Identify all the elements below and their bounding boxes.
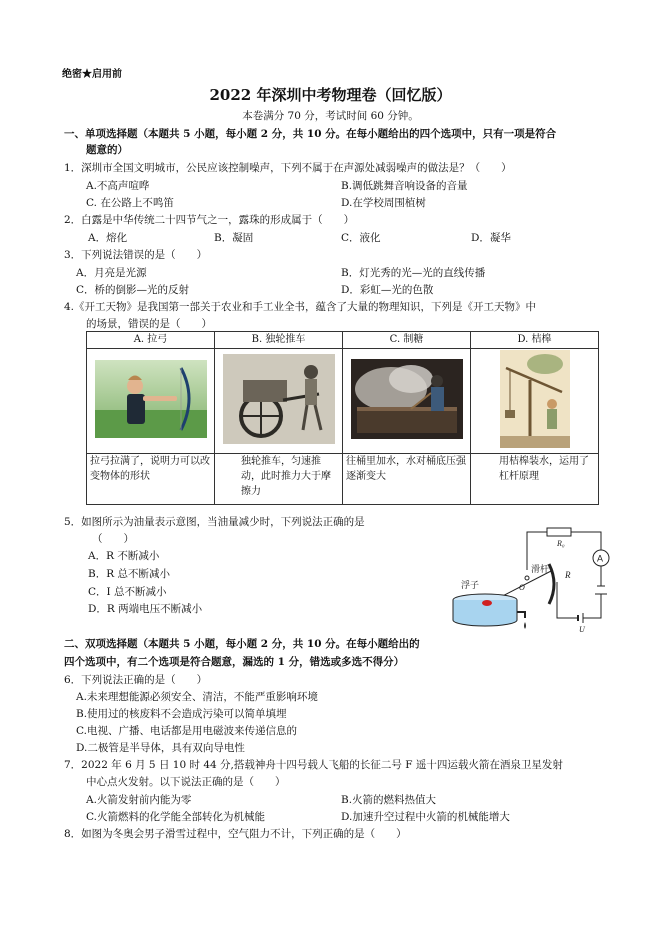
q4-header-c: C. 制糖: [343, 332, 471, 349]
q3-option-a: A．月亮是光源: [76, 267, 147, 279]
page-title: 2022 年深圳中考物理卷（回忆版）: [209, 86, 452, 104]
q7-option-a: A.火箭发射前内能为零: [86, 794, 192, 806]
q4-stem-line2: 的场景，错误的是（ ）: [86, 318, 212, 330]
section1-heading-line2: 题意的）: [86, 144, 128, 156]
r0-label: R₀: [557, 539, 565, 548]
archer-photo-icon: [95, 360, 207, 438]
q3-option-d: D．彩虹—光的色散: [341, 284, 434, 296]
q4-header-b: B. 独轮推车: [215, 332, 343, 349]
section1-heading-line1: 一、单项选择题（本题共 5 小题，每小题 2 分，共 10 分。在每小题给出的四个选项中，只有一项是符合: [64, 128, 557, 140]
q3-option-c: C．桥的倒影—光的反射: [76, 284, 190, 296]
page-subtitle: 本卷满分 70 分，考试时间 60 分钟。: [242, 110, 419, 122]
q2-option-a: A．熔化: [88, 232, 128, 244]
q4-caption-c: 往桶里加水，水对桶底压强逐渐变大: [343, 454, 471, 505]
q4-caption-d: 用桔槔装水，运用了杠杆原理: [471, 454, 599, 505]
q1-option-b: B.调低跳舞音响设备的音量: [341, 180, 468, 192]
q5-paren: （ ）: [92, 533, 134, 545]
q5-option-b: B．R 总不断减小: [88, 568, 170, 580]
q4-header-d: D. 桔槔: [471, 332, 599, 349]
q3-option-b: B．灯光秀的光—光的直线传播: [341, 267, 486, 279]
q6-option-b: B.使用过的核废料不会造成污染可以简单填埋: [76, 708, 287, 720]
q4-header-a: A. 拉弓: [87, 332, 215, 349]
q1-stem: 1．深圳市全国文明城市，公民应该控制噪声，下列不属于在声源处减弱噪声的做法是？（ ）: [64, 162, 512, 174]
float-icon: [482, 600, 492, 606]
q7-option-d: D.加速升空过程中火箭的机械能增大: [341, 811, 510, 823]
q4-table: [86, 331, 599, 505]
oil-gauge-circuit-diagram: [445, 524, 615, 636]
q4-image-c: [343, 349, 471, 454]
q5-option-c: C．I 总不断减小: [88, 586, 167, 598]
q1-option-a: A.不高声喧哗: [86, 180, 150, 192]
u-label: U: [579, 625, 585, 634]
sugar-making-photo-icon: [351, 359, 463, 439]
q4-caption-b: 独轮推车，匀速推动，此时推力大于摩擦力: [215, 454, 343, 505]
q7-stem-line2: 中心点火发射。以下说法正确的是（ ）: [86, 776, 286, 788]
q1-option-c: C. 在公路上不鸣笛: [86, 197, 174, 209]
pivot-label: O: [519, 583, 525, 592]
q6-option-a: A.未来理想能源必须安全、清洁，不能严重影响环境: [76, 691, 318, 703]
section2-heading-line2: 四个选项中，有二个选项是符合题意，漏选的 1 分，错选或多选不得分）: [64, 656, 405, 668]
q4-image-a: [87, 349, 215, 454]
q5-stem: 5．如图所示为油量表示意图，当油量减少时，下列说法正确的是: [64, 516, 365, 528]
q2-option-c: C．液化: [341, 232, 381, 244]
q8-stem: 8．如图为冬奥会男子滑雪过程中，空气阻力不计，下列正确的是（ ）: [64, 828, 407, 840]
q6-option-d: D.二极管是半导体，具有双向导电性: [76, 742, 245, 754]
q6-stem: 6．下列说法正确的是（ ）: [64, 674, 208, 686]
q5-option-d: D．R 两端电压不断减小: [88, 603, 203, 615]
q1-option-d: D.在学校周围植树: [341, 197, 426, 209]
q4-image-b: [215, 349, 343, 454]
q7-option-b: B.火箭的燃料热值大: [341, 794, 437, 806]
q5-option-a: A．R 不断减小: [88, 550, 160, 562]
ammeter-label: A: [597, 553, 604, 564]
q2-option-d: D．凝华: [471, 232, 511, 244]
q7-stem-line1: 7．2022 年 6 月 5 日 10 时 44 分,搭载神舟十四号载人飞船的长征二号 F 遥十四运载火箭在酒泉卫星发射: [64, 759, 563, 771]
variable-resistor-r: [549, 564, 554, 604]
q6-option-c: C.电视、广播、电话都是用电磁波来传递信息的: [76, 725, 297, 737]
r-label: R: [565, 570, 571, 580]
shadoof-illustration-icon: [500, 350, 570, 448]
slider-label: 滑杆: [531, 564, 550, 574]
section2-heading-line1: 二、双项选择题（本题共 5 小题，每小题 2 分，共 10 分。在每小题给出的: [64, 638, 420, 650]
q4-caption-a: 拉弓拉满了，说明力可以改变物体的形状: [87, 454, 215, 505]
q4-stem-line1: 4.《开工天物》是我国第一部关于农业和手工业全书，蕴含了大量的物理知识，下列是《开工天物》中: [64, 301, 537, 313]
q3-stem: 3．下列说法错误的是（ ）: [64, 249, 208, 261]
float-label: 浮子: [461, 580, 480, 590]
wheelbarrow-photo-icon: [223, 354, 335, 444]
confidential-label: 绝密★启用前: [62, 69, 122, 80]
r0-resistor: [547, 528, 571, 536]
q7-option-c: C.火箭燃料的化学能全部转化为机械能: [86, 811, 265, 823]
q4-image-d: [471, 349, 599, 454]
q2-option-b: B．凝固: [214, 232, 254, 244]
q2-stem: 2．白露是中华传统二十四节气之一，露珠的形成属于（ ）: [64, 214, 355, 226]
